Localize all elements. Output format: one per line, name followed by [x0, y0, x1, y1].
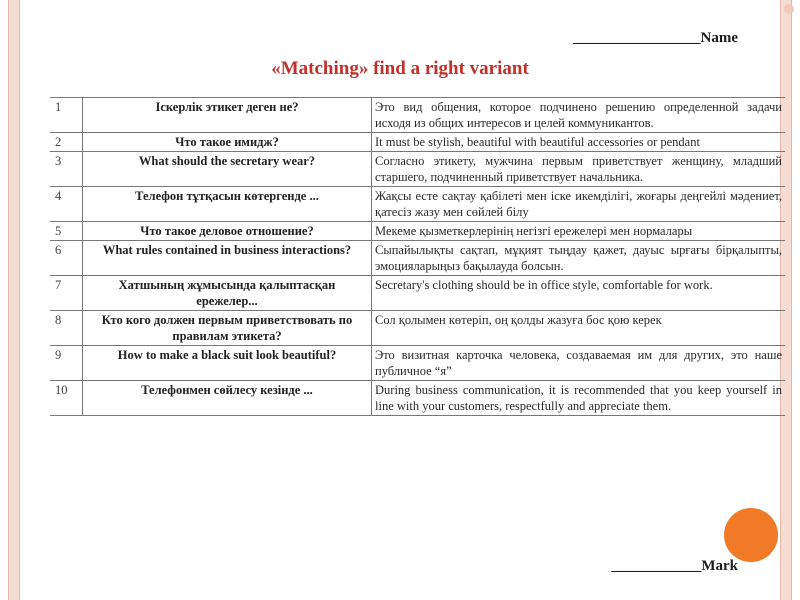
row-number: 5 — [50, 222, 83, 241]
row-number: 10 — [50, 381, 83, 416]
table-row — [50, 276, 785, 311]
name-field-line: _________________Name — [573, 30, 738, 46]
table-row — [50, 381, 785, 416]
table-row — [50, 241, 785, 276]
answer-cell: Secretary's clothing should be in office style, comfortable for work. — [372, 276, 786, 311]
left-decorative-border — [8, 0, 20, 600]
row-number: 7 — [50, 276, 83, 311]
answer-cell: It must be stylish, beautiful with beautiful accessories or pendant — [372, 133, 786, 152]
table-row — [50, 187, 785, 222]
question-cell: What should the secretary wear? — [83, 152, 372, 187]
question-cell: Іскерлік этикет деген не? — [83, 98, 372, 133]
row-number: 8 — [50, 311, 83, 346]
row-number: 9 — [50, 346, 83, 381]
matching-table — [50, 97, 785, 416]
table-row — [50, 98, 785, 133]
answer-cell: Сол қолымен көтеріп, оң қолды жазуға бос қою керек — [372, 311, 786, 346]
page-title: «Matching» find a right variant — [271, 58, 529, 79]
question-cell: Что такое деловое отношение? — [83, 222, 372, 241]
answer-cell: Сыпайылықты сақтап, мұқият тыңдау қажет, дауыс ырғағы бірқалыпты, эмоцияларыңыз бақылауда болсын. — [372, 241, 786, 276]
table-row — [50, 346, 785, 381]
question-cell: Кто кого должен первым приветствовать по правилам этикета? — [83, 311, 372, 346]
row-number: 4 — [50, 187, 83, 222]
answer-cell: Это вид общения, которое подчинено решению определенной задачи исходя из общих интересов и целей коммуникантов. — [372, 98, 786, 133]
question-cell: Что такое имидж? — [83, 133, 372, 152]
table-row — [50, 222, 785, 241]
answer-cell: During business communication, it is recommended that you keep yourself in line with your customers, respectfully and appreciate them. — [372, 381, 786, 416]
table-row — [50, 152, 785, 187]
corner-dot-decoration — [784, 4, 794, 14]
question-cell: Телефон тұтқасын көтергенде ... — [83, 187, 372, 222]
question-cell: Хатшының жұмысында қалыптасқан ережелер... — [83, 276, 372, 311]
answer-cell: Мекеме қызметкерлерінің негізгі ережелері мен нормалары — [372, 222, 786, 241]
row-number: 1 — [50, 98, 83, 133]
answer-cell: Это визитная карточка человека, создаваемая им для других, это наше публичное “я” — [372, 346, 786, 381]
table-row — [50, 311, 785, 346]
orange-circle-decoration — [724, 508, 778, 562]
row-number: 3 — [50, 152, 83, 187]
row-number: 6 — [50, 241, 83, 276]
mark-field-line: ____________Mark — [611, 558, 738, 574]
row-number: 2 — [50, 133, 83, 152]
question-cell: Телефонмен сөйлесу кезінде ... — [83, 381, 372, 416]
answer-cell: Согласно этикету, мужчина первым приветствует женщину, младший старшего, подчиненный приветствует начальника. — [372, 152, 786, 187]
question-cell: What rules contained in business interactions? — [83, 241, 372, 276]
slide-page — [20, 0, 780, 600]
question-cell: How to make a black suit look beautiful? — [83, 346, 372, 381]
answer-cell: Жақсы есте сақтау қабілеті мен іске икемділігі, жоғары деңгейлі мәдениет, қатесіз жазу мен сөйлей білу — [372, 187, 786, 222]
table-row — [50, 133, 785, 152]
